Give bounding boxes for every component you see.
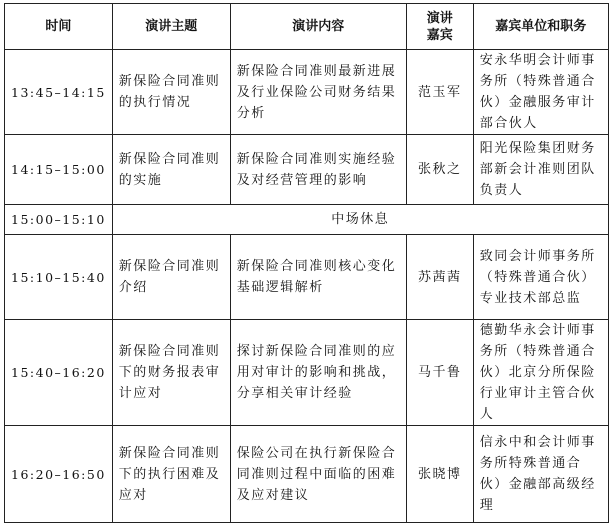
content-cell: 保险公司在执行新保险合同准则过程中面临的困难及应对建议 xyxy=(230,426,406,523)
time-cell: 13:45–14:15 xyxy=(5,50,113,135)
time-cell: 15:40–16:20 xyxy=(5,320,113,426)
topic-cell: 新保险合同准则下的执行困难及应对 xyxy=(112,426,230,523)
speaker-cell: 苏茜茜 xyxy=(406,235,473,320)
header-row xyxy=(5,4,609,50)
break-row xyxy=(5,205,609,235)
header-speaker-label: 演讲嘉宾 xyxy=(426,10,453,43)
speaker-cell: 张秋之 xyxy=(406,135,473,205)
content-cell: 新保险合同准则最新进展及行业保险公司财务结果分析 xyxy=(230,50,406,135)
content-cell: 新保险合同准则实施经验及对经营管理的影响 xyxy=(230,135,406,205)
agenda-table xyxy=(4,3,609,523)
topic-cell: 新保险合同准则的实施 xyxy=(112,135,230,205)
org-cell: 阳光保险集团财务部新会计准则团队负责人 xyxy=(473,135,608,205)
topic-cell: 新保险合同准则介绍 xyxy=(112,235,230,320)
break-cell: 中场休息 xyxy=(112,205,608,235)
time-cell: 15:00–15:10 xyxy=(5,205,113,235)
speaker-cell: 马千鲁 xyxy=(406,320,473,426)
header-org: 嘉宾单位和职务 xyxy=(473,4,608,50)
table-row xyxy=(5,135,609,205)
table-row xyxy=(5,235,609,320)
header-topic: 演讲主题 xyxy=(112,4,230,50)
time-cell: 16:20–16:50 xyxy=(5,426,113,523)
table-row xyxy=(5,320,609,426)
org-cell: 德勤华永会计师事务所（特殊普通合伙）北京分所保险行业审计主管合伙人 xyxy=(473,320,608,426)
speaker-cell: 张晓博 xyxy=(406,426,473,523)
topic-cell: 新保险合同准则的执行情况 xyxy=(112,50,230,135)
header-content: 演讲内容 xyxy=(230,4,406,50)
content-cell: 探讨新保险合同准则的应用对审计的影响和挑战，分享相关审计经验 xyxy=(230,320,406,426)
org-cell: 信永中和会计师事务所特殊普通合伙）金融部高级经理 xyxy=(473,426,608,523)
header-speaker xyxy=(406,4,473,50)
time-cell: 15:10–15:40 xyxy=(5,235,113,320)
table-row xyxy=(5,426,609,523)
table-row xyxy=(5,50,609,135)
time-cell: 14:15–15:00 xyxy=(5,135,113,205)
header-time: 时间 xyxy=(5,4,113,50)
speaker-cell: 范玉军 xyxy=(406,50,473,135)
content-cell: 新保险合同准则核心变化基础逻辑解析 xyxy=(230,235,406,320)
topic-cell: 新保险合同准则下的财务报表审计应对 xyxy=(112,320,230,426)
org-cell: 安永华明会计师事务所（特殊普通合伙）金融服务审计部合伙人 xyxy=(473,50,608,135)
org-cell: 致同会计师事务所（特殊普通合伙）专业技术部总监 xyxy=(473,235,608,320)
